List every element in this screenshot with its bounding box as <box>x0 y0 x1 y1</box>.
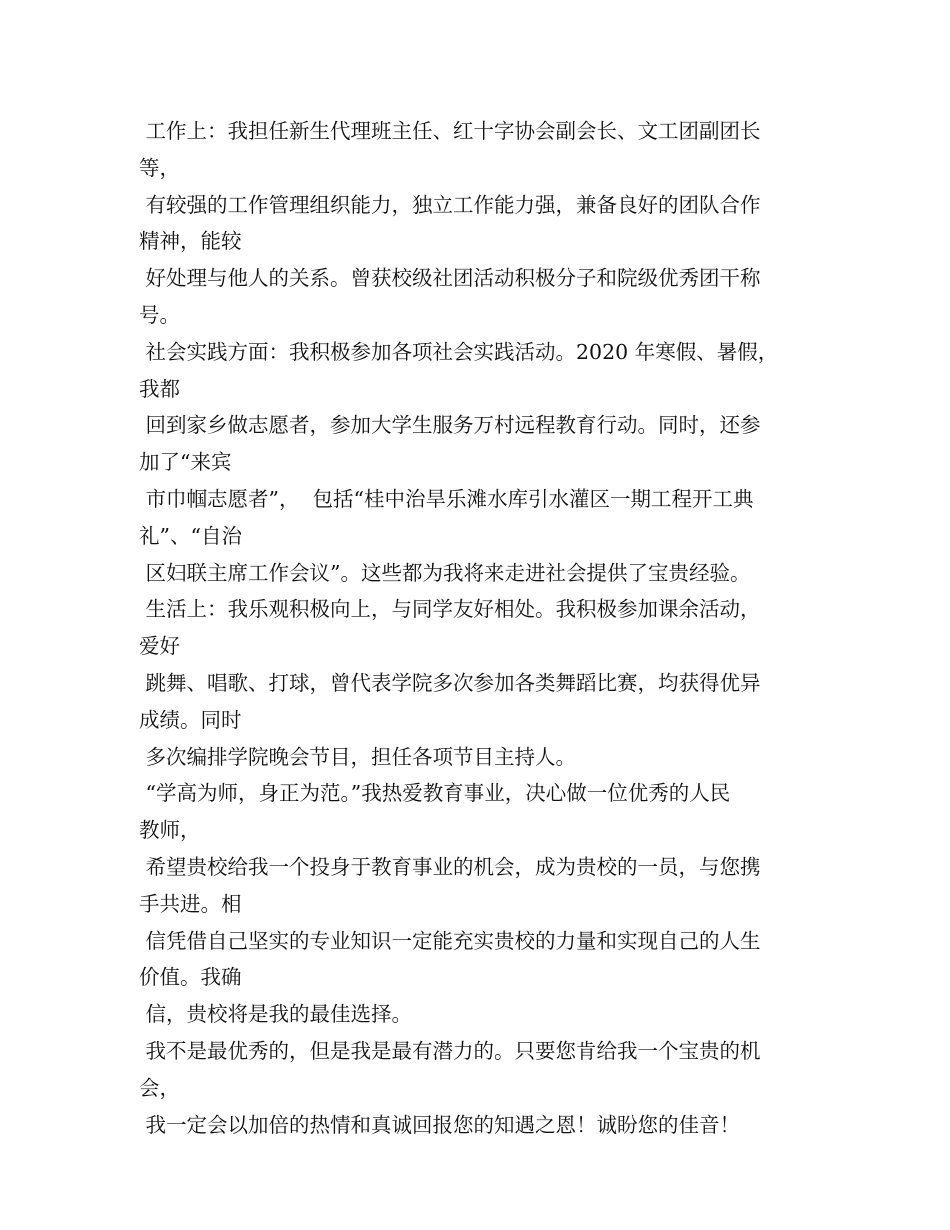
text-line: 信，贵校将是我的最佳选择。 <box>139 1002 413 1027</box>
text-line: 生活上：我乐观积极向上，与同学友好相处。我积极参加课余活动， <box>139 597 761 622</box>
text-line: 礼”、“自治 <box>139 523 242 548</box>
text-line: 教师， <box>139 818 201 843</box>
text-line: 工作上：我担任新生代理班主任、红十字协会副会长、文工团副团长 <box>139 119 761 143</box>
document-body <box>139 113 819 1143</box>
text-line: 我不是最优秀的，但是我是最有潜力的。只要您肯给我一个宝贵的机 <box>139 1038 761 1063</box>
text-line: 号。 <box>139 302 180 327</box>
text-line: 区妇联主席工作会议”。这些都为我将来走进社会提供了宝贵经验。 <box>139 560 751 585</box>
text-line: 成绩。同时 <box>139 707 242 732</box>
text-line: 我都 <box>139 376 180 401</box>
text-line: 信凭借自己坚实的专业知识一定能充实贵校的力量和实现自己的人生 <box>139 928 761 953</box>
text-line: “学高为师，身正为范。”我热爱教育事业，决心做一位优秀的人民 <box>139 781 731 806</box>
text-line: 社会实践方面：我积极参加各项社会实践活动。2020 年寒假、暑假， <box>139 339 779 364</box>
text-line: 爱好 <box>139 634 180 659</box>
text-line: 跳舞、唱歌、打球，曾代表学院多次参加各类舞蹈比赛，均获得优异 <box>139 670 761 695</box>
text-line: 回到家乡做志愿者，参加大学生服务万村远程教育行动。同时，还参 <box>139 413 761 438</box>
text-line: 精神，能较 <box>139 229 242 254</box>
text-line: 有较强的工作管理组织能力，独立工作能力强，兼备良好的团队合作 <box>139 192 761 217</box>
text-line: 多次编排学院晚会节目，担任各项节目主持人。 <box>139 744 577 769</box>
text-line: 市巾帼志愿者”， 包括“桂中治旱乐滩水库引水灌区一期工程开工典 <box>139 486 754 511</box>
text-line: 等， <box>139 155 180 180</box>
text-line: 价值。我确 <box>139 965 242 990</box>
text-line: 我一定会以加倍的热情和真诚回报您的知遇之恩！诚盼您的佳音！ <box>139 1112 741 1137</box>
text-line: 手共进。相 <box>139 891 242 916</box>
text-line: 希望贵校给我一个投身于教育事业的机会，成为贵校的一员，与您携 <box>139 854 761 879</box>
text-line: 会， <box>139 1075 180 1100</box>
text-line: 好处理与他人的关系。曾获校级社团活动积极分子和院级优秀团干称 <box>139 266 761 291</box>
text-line: 加了“来宾 <box>139 450 232 475</box>
